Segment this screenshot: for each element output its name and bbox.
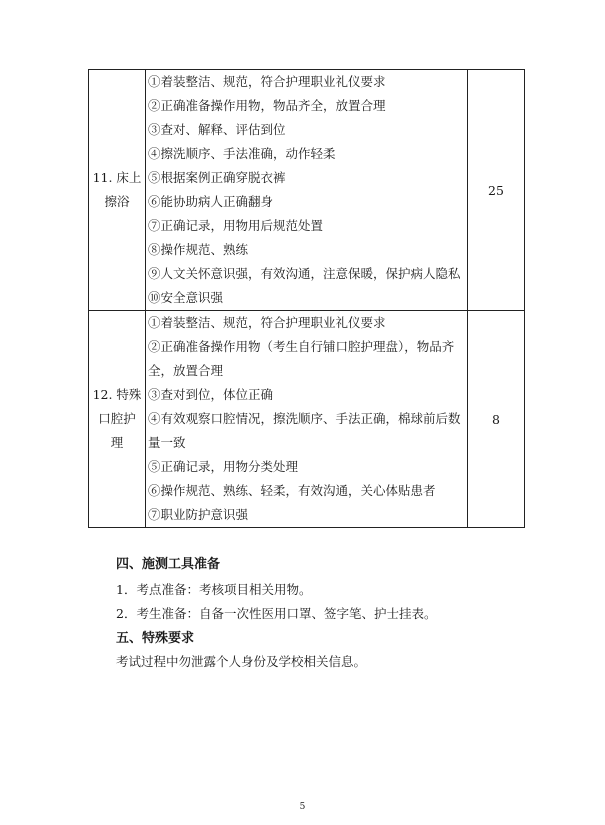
- criteria-item: ⑥能协助病人正确翻身: [148, 194, 274, 209]
- item-name-line: 12. 特殊: [92, 387, 142, 402]
- criteria-item: ②正确准备操作用物（考生自行铺口腔护理盘），物品齐全，放置合理: [148, 339, 455, 378]
- assessment-table: [88, 69, 525, 528]
- table-row: [89, 70, 525, 311]
- criteria-item: ③查对到位，体位正确: [148, 387, 274, 402]
- criteria-cell: [146, 70, 468, 311]
- criteria-item: ②正确准备操作用物，物品齐全，放置合理: [148, 98, 386, 113]
- criteria-item: ⑨人文关怀意识强，有效沟通，注意保暖，保护病人隐私: [148, 266, 461, 281]
- score-cell: 25: [468, 70, 525, 311]
- item-name-cell: [89, 311, 146, 528]
- paragraph: 考试过程中勿泄露个人身份及学校相关信息。: [116, 654, 367, 669]
- item-name-line: 擦浴: [104, 194, 130, 209]
- criteria-item: ⑤正确记录，用物分类处理: [148, 459, 299, 474]
- paragraph: 1．考点准备：考核项目相关用物。: [116, 582, 312, 597]
- item-name-cell: [89, 70, 146, 311]
- criteria-item: ③查对、解释、评估到位: [148, 122, 286, 137]
- criteria-item: ④有效观察口腔情况，擦洗顺序、手法正确，棉球前后数量一致: [148, 411, 461, 450]
- table-row: [89, 311, 525, 528]
- section-heading: 四、施测工具准备: [116, 557, 221, 572]
- item-name-line: 理: [110, 435, 124, 450]
- page-number: 5: [299, 802, 306, 812]
- criteria-item: ⑦正确记录，用物用后规范处置: [148, 218, 324, 233]
- criteria-item: ①着装整洁、规范，符合护理职业礼仪要求: [148, 315, 386, 330]
- paragraph: 2．考生准备：自备一次性医用口罩、签字笔、护士挂表。: [116, 606, 437, 621]
- criteria-item: ④擦洗顺序、手法准确，动作轻柔: [148, 146, 336, 161]
- score-cell: 8: [468, 311, 525, 528]
- criteria-item: ⑦职业防护意识强: [148, 507, 249, 522]
- criteria-item: ①着装整洁、规范，符合护理职业礼仪要求: [148, 74, 386, 89]
- criteria-item: ⑥操作规范、熟练、轻柔，有效沟通，关心体贴患者: [148, 483, 436, 498]
- criteria-item: ⑤根据案例正确穿脱衣裤: [148, 170, 286, 185]
- item-name-line: 口腔护: [98, 411, 136, 426]
- section-heading: 五、特殊要求: [116, 631, 195, 646]
- criteria-item: ⑧操作规范、熟练: [148, 242, 249, 257]
- criteria-item: ⑩安全意识强: [148, 290, 224, 305]
- item-name-line: 11. 床上: [92, 170, 142, 185]
- criteria-cell: [146, 311, 468, 528]
